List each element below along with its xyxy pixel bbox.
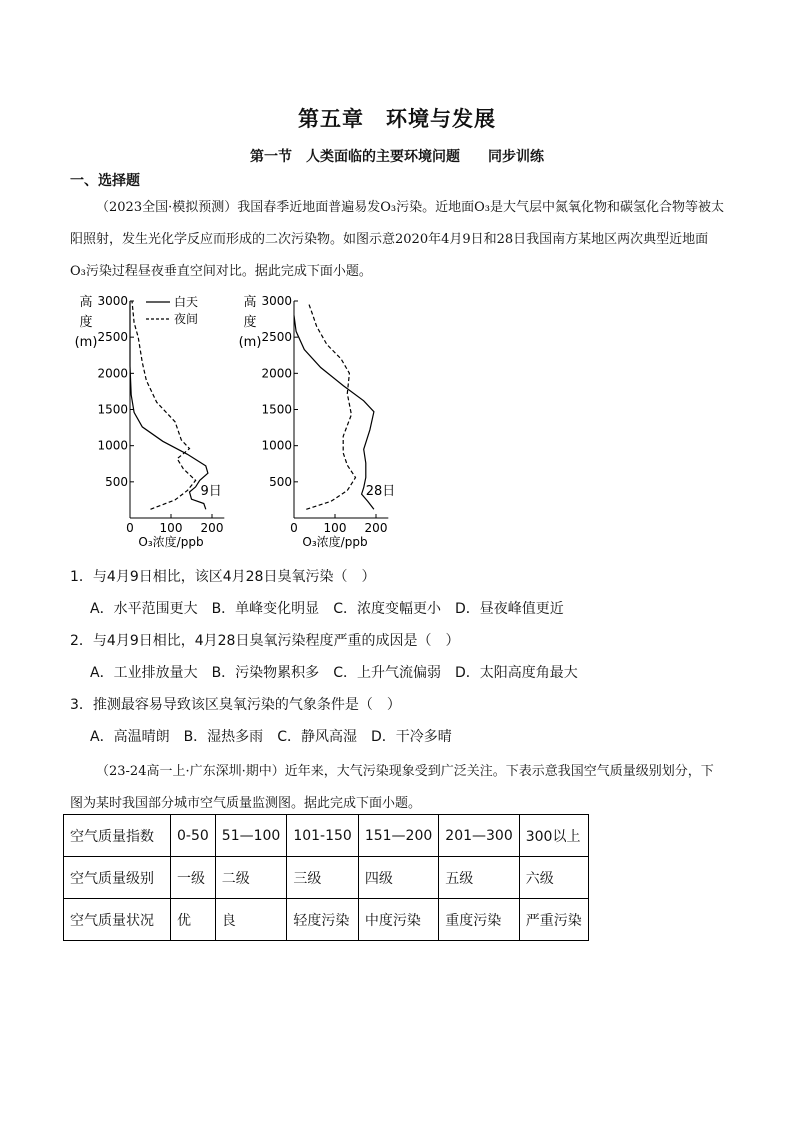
answer-option[interactable]: D．昼夜峰值更近 (454, 601, 564, 617)
y-tick-label: 2000 (97, 366, 128, 381)
chart-panel-28th (239, 294, 396, 549)
legend-night-label: 夜间 (174, 312, 199, 326)
answer-option[interactable]: D．太阳高度角最大 (454, 665, 578, 681)
table-row-header: 空气质量级别 (64, 857, 171, 899)
y-tick-label: 2500 (261, 330, 292, 345)
question-options (90, 598, 730, 618)
table-cell: 201—300 (439, 815, 519, 857)
x-axis-label: O₃浓度/ppb (138, 535, 204, 549)
y-tick-label: 1500 (261, 402, 292, 417)
night-series-line (132, 301, 199, 509)
answer-option[interactable]: B．污染物累积多 (211, 665, 320, 681)
table-row (64, 857, 589, 899)
chapter-title: 第五章 环境与发展 (298, 107, 496, 131)
x-tick-label: 100 (323, 521, 347, 535)
table-cell: 三级 (287, 857, 359, 899)
y-tick-label: 3000 (97, 294, 128, 308)
y-tick-label: 2500 (97, 330, 128, 345)
chart-panel-9th (75, 294, 225, 549)
answer-option[interactable]: A．高温晴朗 (90, 729, 170, 745)
table-cell: 二级 (215, 857, 287, 899)
section-heading: 一、选择题 (70, 173, 140, 189)
panel-date-label: 9日 (200, 483, 222, 499)
y-axis-label: 高 (79, 295, 93, 310)
table-cell: 良 (215, 899, 287, 941)
table-cell: 0-50 (171, 815, 216, 857)
x-tick-label: 200 (200, 521, 224, 535)
table-cell: 轻度污染 (287, 899, 359, 941)
answer-option[interactable]: B．单峰变化明显 (211, 601, 320, 617)
table-row (64, 899, 589, 941)
y-tick-label: 3000 (261, 294, 292, 308)
y-axis-label: (m) (74, 335, 98, 350)
x-tick-label: 0 (290, 521, 298, 535)
table-cell: 五级 (439, 857, 519, 899)
answer-option[interactable]: A．工业排放量大 (90, 665, 198, 681)
table-row (64, 815, 589, 857)
y-axis-label: 度 (243, 315, 257, 330)
question-stem: 3．推测最容易导致该区臭氧污染的气象条件是（ ） (70, 697, 401, 713)
y-axis-label: 度 (79, 315, 93, 330)
day-series-line (294, 316, 374, 510)
table-row-header: 空气质量指数 (64, 815, 171, 857)
table-cell: 严重污染 (519, 899, 588, 941)
day-series-line (130, 301, 208, 509)
panel-date-label: 28日 (365, 483, 396, 499)
table-cell: 中度污染 (358, 899, 438, 941)
question-stem: 1．与4月9日相比，该区4月28日臭氧污染（ ） (70, 569, 376, 585)
y-tick-label: 2000 (261, 366, 292, 381)
y-tick-label: 500 (105, 474, 128, 489)
x-tick-label: 200 (364, 521, 388, 535)
x-tick-label: 100 (159, 521, 183, 535)
table-row-header: 空气质量状况 (64, 899, 171, 941)
section-subtitle: 第一节 人类面临的主要环境问题 同步训练 (250, 149, 544, 165)
y-tick-label: 1500 (97, 402, 128, 417)
question-intro-ozone: （2023全国·模拟预测）我国春季近地面普遍易发O₃污染。近地面O₃是大气层中氮氧化物和碳氢化合物等被太阳照射，发生光化学反应而形成的二次污染物。如图示意2020年4月9日和28日我国南方某地区两次典型近地面O₃污染过程昼夜垂直空间对比。据此完成下面小题。 (70, 200, 724, 279)
answer-option[interactable]: C．静风高湿 (277, 729, 357, 745)
answer-option[interactable]: D．干冷多晴 (370, 729, 452, 745)
ozone-profile-figure (66, 290, 426, 552)
question-intro-air-quality: （23-24高一上·广东深圳·期中）近年来，大气污染现象受到广泛关注。下表示意我国空气质量级别划分，下图为某时我国部分城市空气质量监测图。据此完成下面小题。 (70, 764, 714, 811)
table-cell: 300以上 (519, 815, 588, 857)
y-axis-label: 高 (243, 295, 257, 310)
y-tick-label: 1000 (97, 438, 128, 453)
question-options (90, 662, 730, 682)
question-stem: 2．与4月9日相比，4月28日臭氧污染程度严重的成因是（ ） (70, 633, 460, 649)
answer-option[interactable]: C．上升气流偏弱 (333, 665, 441, 681)
table-cell: 151—200 (358, 815, 438, 857)
night-series-line (306, 302, 355, 509)
answer-option[interactable]: C．浓度变幅更小 (333, 601, 441, 617)
y-tick-label: 1000 (261, 438, 292, 453)
table-cell: 一级 (171, 857, 216, 899)
y-axis-label: (m) (238, 335, 262, 350)
y-tick-label: 500 (269, 474, 292, 489)
table-cell: 优 (171, 899, 216, 941)
question-options (90, 726, 730, 746)
table-cell: 四级 (358, 857, 438, 899)
x-axis-label: O₃浓度/ppb (302, 535, 368, 549)
legend-day-label: 白天 (174, 295, 199, 309)
answer-option[interactable]: B．湿热多雨 (183, 729, 264, 745)
table-cell: 六级 (519, 857, 588, 899)
table-cell: 重度污染 (439, 899, 519, 941)
table-cell: 51—100 (215, 815, 287, 857)
air-quality-table (63, 814, 589, 941)
answer-option[interactable]: A．水平范围更大 (90, 601, 198, 617)
x-tick-label: 0 (126, 521, 134, 535)
table-cell: 101-150 (287, 815, 359, 857)
